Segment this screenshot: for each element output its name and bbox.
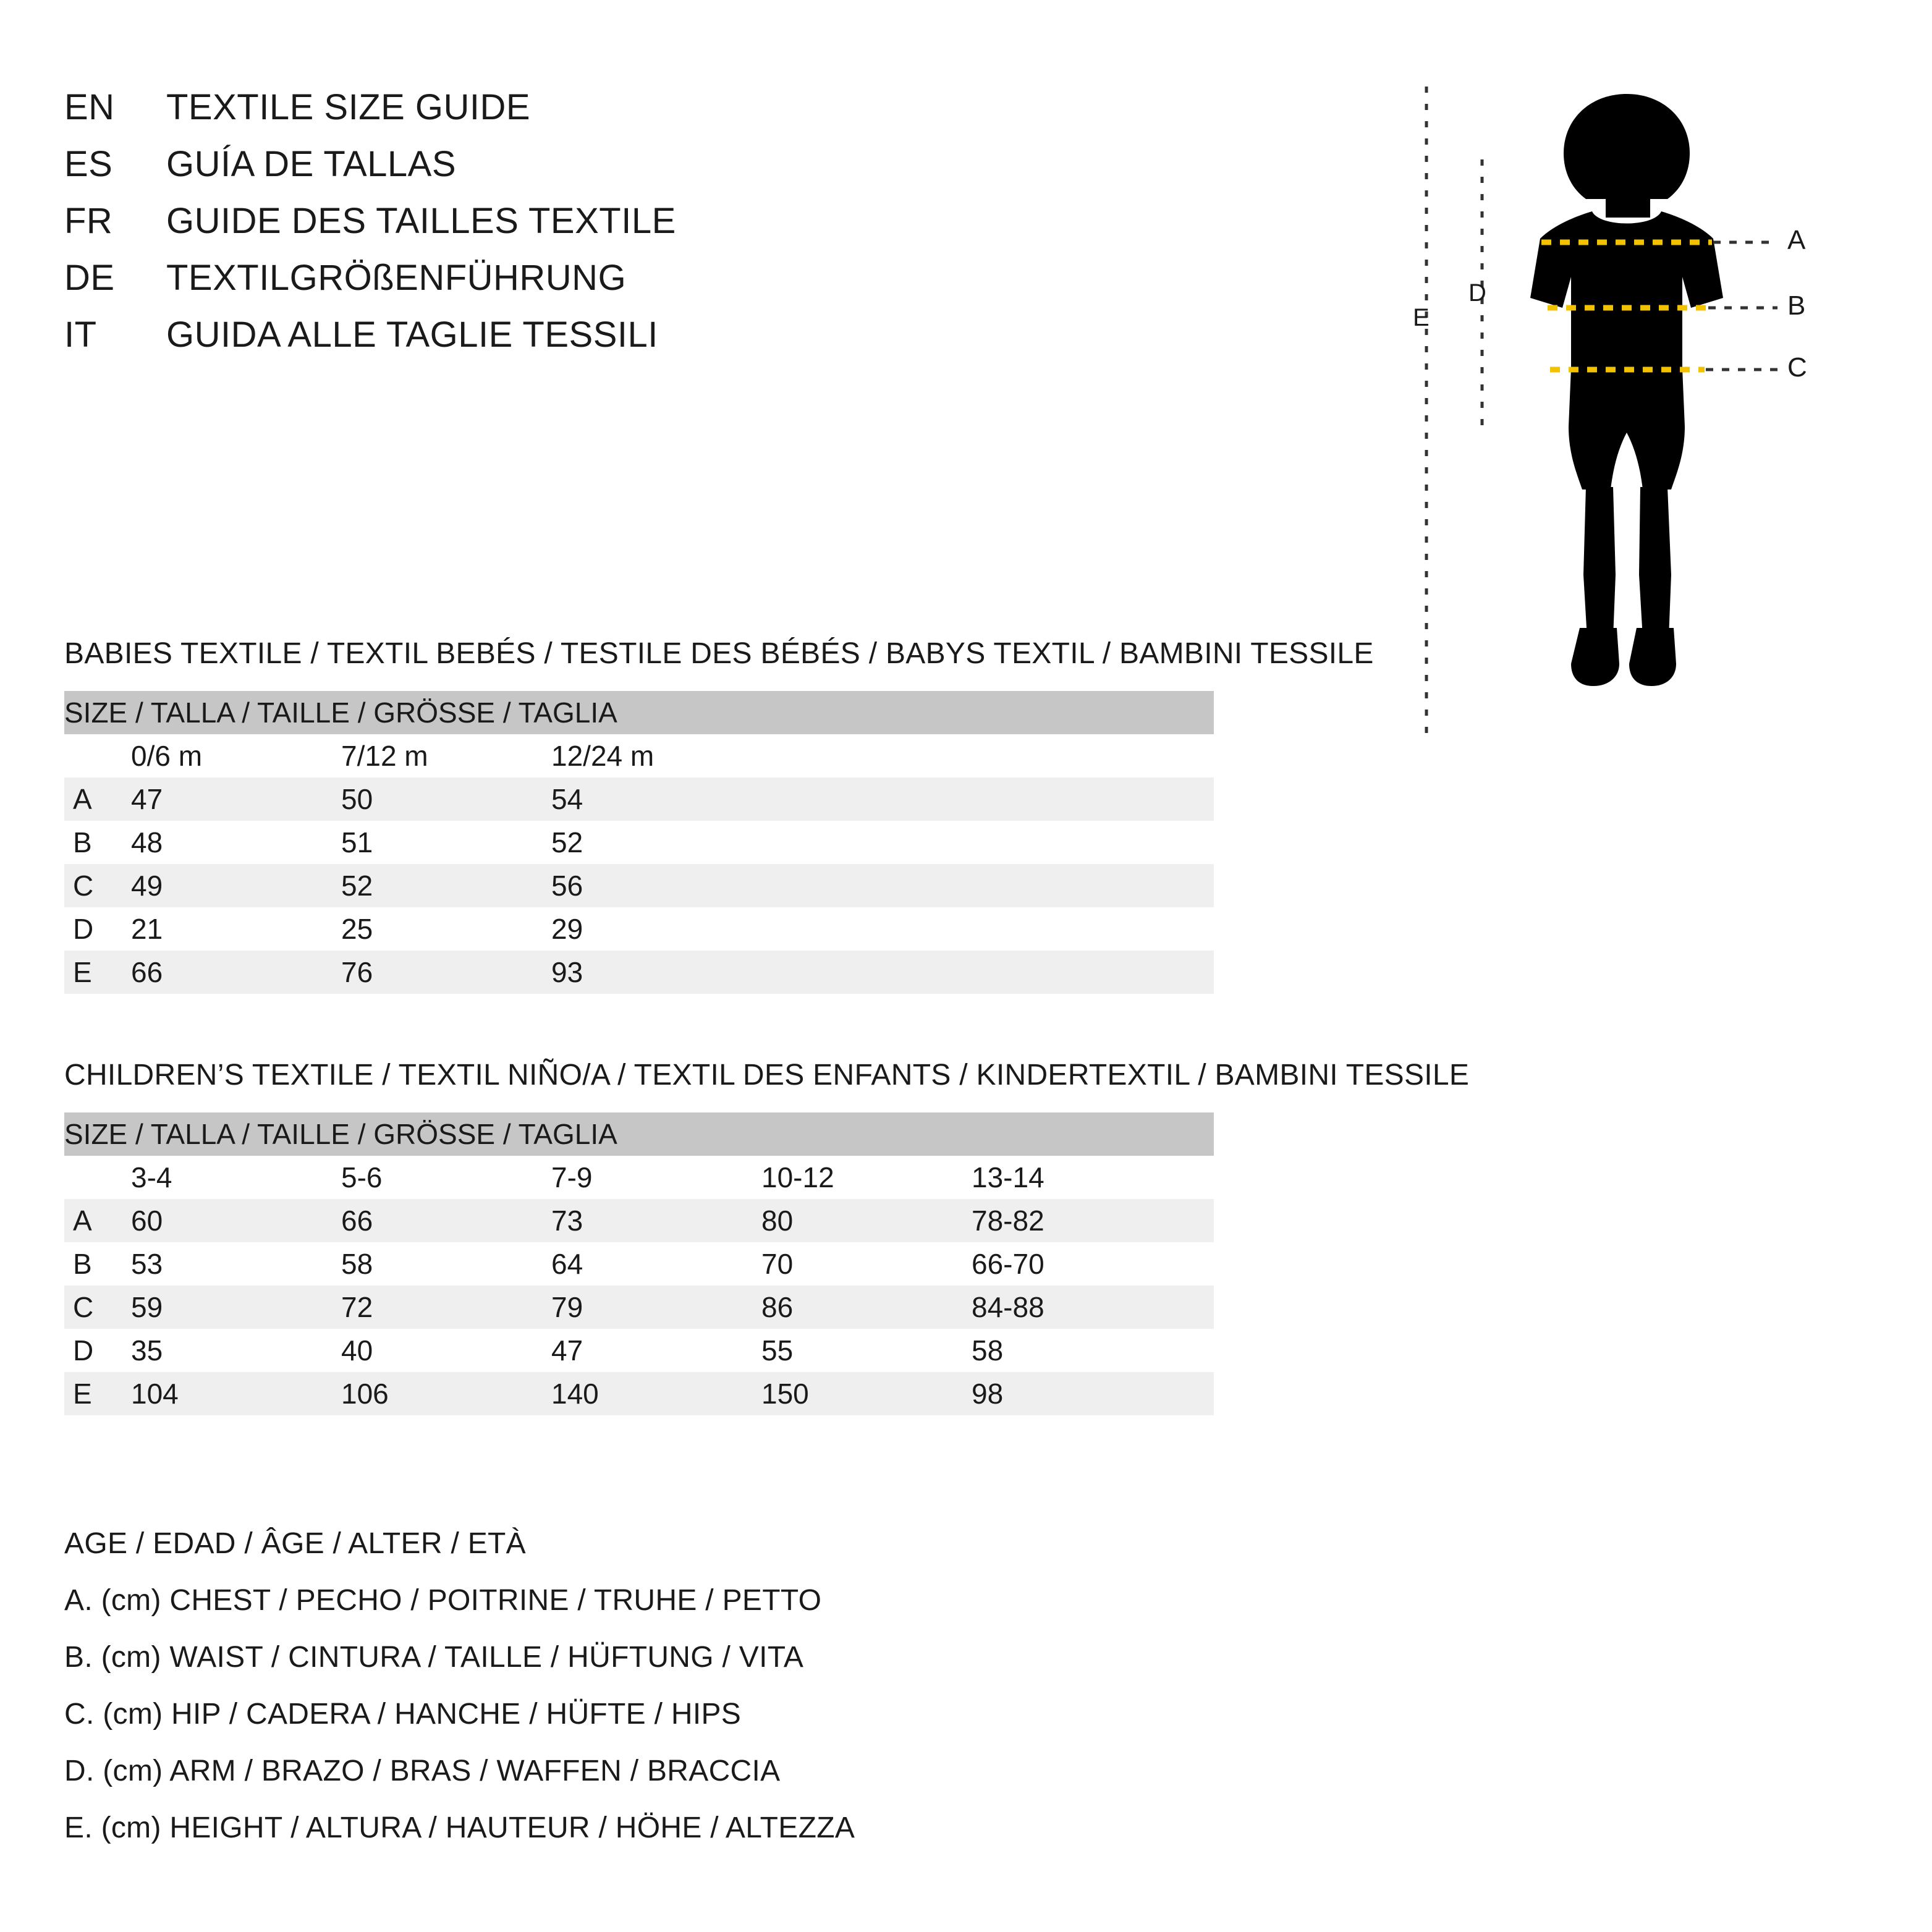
children-c-1: 72 bbox=[341, 1286, 551, 1329]
babies-e-2: 93 bbox=[551, 951, 761, 994]
babies-row-label-e: E bbox=[64, 951, 131, 994]
children-a-3: 80 bbox=[761, 1199, 972, 1242]
babies-c-tail bbox=[761, 864, 1214, 907]
children-a-2: 73 bbox=[551, 1199, 761, 1242]
children-row-label-c: C bbox=[64, 1286, 131, 1329]
spacer-cell bbox=[64, 1156, 131, 1199]
babies-a-1: 50 bbox=[341, 777, 551, 821]
babies-b-2: 52 bbox=[551, 821, 761, 864]
babies-b-tail bbox=[761, 821, 1214, 864]
babies-a-tail bbox=[761, 777, 1214, 821]
babies-table-header-row bbox=[64, 691, 1214, 734]
figure-marker-e: E bbox=[1413, 304, 1430, 331]
language-title-es: GUÍA DE TALLAS bbox=[166, 144, 457, 184]
children-row-label-d: D bbox=[64, 1329, 131, 1372]
children-c-2: 79 bbox=[551, 1286, 761, 1329]
babies-e-tail bbox=[761, 951, 1214, 994]
babies-column-2: 12/24 m bbox=[551, 734, 761, 777]
spacer-cell bbox=[64, 734, 131, 777]
children-row-label-e: E bbox=[64, 1372, 131, 1415]
children-column-3: 10-12 bbox=[761, 1156, 972, 1199]
language-title-de: TEXTILGRÖßENFÜHRUNG bbox=[166, 258, 627, 298]
children-b-3: 70 bbox=[761, 1242, 972, 1286]
language-code-en: EN bbox=[64, 87, 115, 127]
language-code-fr: FR bbox=[64, 201, 113, 241]
legend-line-height: E. (cm) HEIGHT / ALTURA / HAUTEUR / HÖHE / ALTEZZA bbox=[64, 1811, 855, 1844]
babies-column-0: 0/6 m bbox=[131, 734, 341, 777]
children-a-0: 60 bbox=[131, 1199, 341, 1242]
language-title-list bbox=[64, 87, 1239, 371]
babies-a-2: 54 bbox=[551, 777, 761, 821]
children-d-4: 58 bbox=[972, 1329, 1214, 1372]
legend-line-age: AGE / EDAD / ÂGE / ALTER / ETÀ bbox=[64, 1527, 526, 1560]
table-row bbox=[64, 951, 1214, 994]
babies-section-caption: BABIES TEXTILE / TEXTIL BEBÉS / TESTILE DES BÉBÉS / BABYS TEXTIL / BAMBINI TESSILE bbox=[64, 637, 1374, 670]
children-table-container bbox=[64, 1112, 1214, 1415]
babies-c-2: 56 bbox=[551, 864, 761, 907]
babies-table-header-label: SIZE / TALLA / TAILLE / GRÖSSE / TAGLIA bbox=[64, 691, 1214, 734]
legend-line-chest: A. (cm) CHEST / PECHO / POITRINE / TRUHE / PETTO bbox=[64, 1584, 822, 1617]
children-c-3: 86 bbox=[761, 1286, 972, 1329]
language-code-de: DE bbox=[64, 258, 115, 298]
children-table-header-row bbox=[64, 1112, 1214, 1156]
legend-line-waist: B. (cm) WAIST / CINTURA / TAILLE / HÜFTUNG / VITA bbox=[64, 1641, 804, 1674]
children-size-table bbox=[64, 1112, 1214, 1415]
measurement-legend bbox=[64, 1527, 1424, 1868]
language-row-it bbox=[64, 314, 1239, 371]
babies-a-0: 47 bbox=[131, 777, 341, 821]
babies-c-1: 52 bbox=[341, 864, 551, 907]
children-c-4: 84-88 bbox=[972, 1286, 1214, 1329]
children-section-caption: CHILDREN’S TEXTILE / TEXTIL NIÑO/A / TEXTIL DES ENFANTS / KINDERTEXTIL / BAMBINI TESSILE bbox=[64, 1059, 1470, 1091]
babies-column-spacer bbox=[761, 734, 1214, 777]
table-row bbox=[64, 1286, 1214, 1329]
children-table-column-row bbox=[64, 1156, 1214, 1199]
figure-marker-c: C bbox=[1787, 352, 1807, 383]
babies-c-0: 49 bbox=[131, 864, 341, 907]
children-column-2: 7-9 bbox=[551, 1156, 761, 1199]
table-row bbox=[64, 777, 1214, 821]
language-row-es bbox=[64, 143, 1239, 200]
children-b-0: 53 bbox=[131, 1242, 341, 1286]
child-silhouette bbox=[1530, 94, 1723, 686]
children-e-3: 150 bbox=[761, 1372, 972, 1415]
children-column-0: 3-4 bbox=[131, 1156, 341, 1199]
babies-d-1: 25 bbox=[341, 907, 551, 951]
babies-size-table bbox=[64, 691, 1214, 994]
children-column-4: 13-14 bbox=[972, 1156, 1214, 1199]
children-d-2: 47 bbox=[551, 1329, 761, 1372]
babies-row-label-a: A bbox=[64, 777, 131, 821]
babies-table-column-row bbox=[64, 734, 1214, 777]
children-column-1: 5-6 bbox=[341, 1156, 551, 1199]
language-row-fr bbox=[64, 200, 1239, 257]
babies-e-0: 66 bbox=[131, 951, 341, 994]
table-row bbox=[64, 1372, 1214, 1415]
children-table-header-label: SIZE / TALLA / TAILLE / GRÖSSE / TAGLIA bbox=[64, 1112, 1214, 1156]
language-title-en: TEXTILE SIZE GUIDE bbox=[166, 87, 531, 127]
table-row bbox=[64, 1199, 1214, 1242]
language-code-es: ES bbox=[64, 144, 113, 184]
children-e-4: 98 bbox=[972, 1372, 1214, 1415]
table-row bbox=[64, 1242, 1214, 1286]
children-b-2: 64 bbox=[551, 1242, 761, 1286]
babies-e-1: 76 bbox=[341, 951, 551, 994]
babies-b-0: 48 bbox=[131, 821, 341, 864]
children-d-1: 40 bbox=[341, 1329, 551, 1372]
table-row bbox=[64, 1329, 1214, 1372]
children-e-2: 140 bbox=[551, 1372, 761, 1415]
children-row-label-a: A bbox=[64, 1199, 131, 1242]
children-b-4: 66-70 bbox=[972, 1242, 1214, 1286]
babies-row-label-c: C bbox=[64, 864, 131, 907]
legend-line-hip: C. (cm) HIP / CADERA / HANCHE / HÜFTE / HIPS bbox=[64, 1698, 742, 1731]
language-title-it: GUIDA ALLE TAGLIE TESSILI bbox=[166, 315, 658, 355]
language-row-en bbox=[64, 87, 1239, 143]
children-d-0: 35 bbox=[131, 1329, 341, 1372]
language-title-fr: GUIDE DES TAILLES TEXTILE bbox=[166, 201, 676, 241]
babies-table-container bbox=[64, 691, 1214, 994]
language-code-it: IT bbox=[64, 315, 97, 355]
children-e-0: 104 bbox=[131, 1372, 341, 1415]
children-d-3: 55 bbox=[761, 1329, 972, 1372]
babies-row-label-d: D bbox=[64, 907, 131, 951]
figure-marker-b: B bbox=[1787, 290, 1806, 321]
table-row bbox=[64, 907, 1214, 951]
figure-marker-d: D bbox=[1468, 279, 1486, 307]
babies-b-1: 51 bbox=[341, 821, 551, 864]
children-c-0: 59 bbox=[131, 1286, 341, 1329]
table-row bbox=[64, 821, 1214, 864]
children-a-1: 66 bbox=[341, 1199, 551, 1242]
figure-marker-a: A bbox=[1787, 225, 1806, 255]
babies-d-2: 29 bbox=[551, 907, 761, 951]
children-b-1: 58 bbox=[341, 1242, 551, 1286]
babies-d-0: 21 bbox=[131, 907, 341, 951]
children-e-1: 106 bbox=[341, 1372, 551, 1415]
legend-line-arm: D. (cm) ARM / BRAZO / BRAS / WAFFEN / BRACCIA bbox=[64, 1755, 781, 1787]
babies-d-tail bbox=[761, 907, 1214, 951]
measurement-figure bbox=[1409, 80, 1879, 766]
language-row-de bbox=[64, 257, 1239, 314]
babies-column-1: 7/12 m bbox=[341, 734, 551, 777]
children-row-label-b: B bbox=[64, 1242, 131, 1286]
children-a-4: 78-82 bbox=[972, 1199, 1214, 1242]
babies-row-label-b: B bbox=[64, 821, 131, 864]
table-row bbox=[64, 864, 1214, 907]
